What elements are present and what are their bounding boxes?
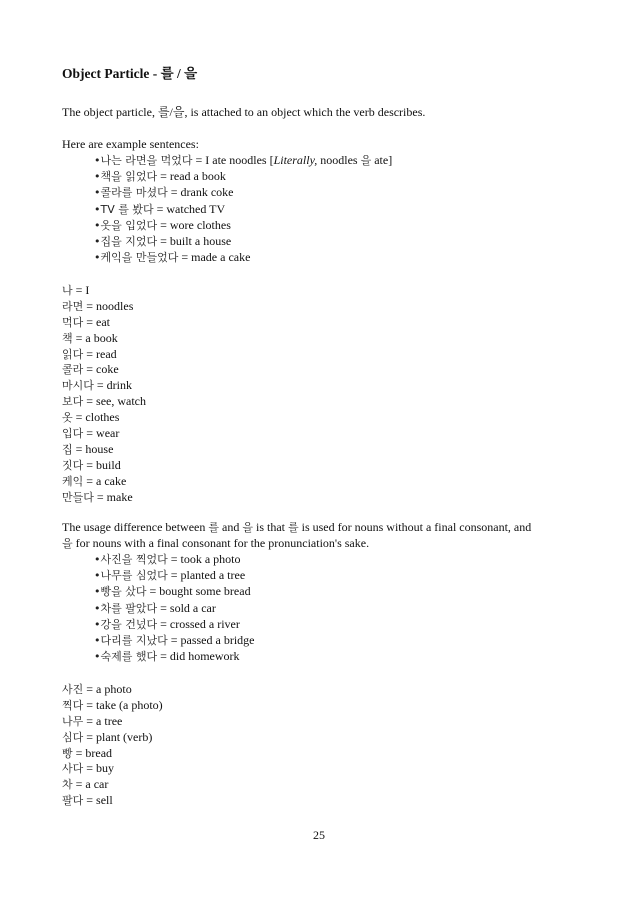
- vocab-entry: 사다 = buy: [62, 761, 115, 776]
- example-sentence-list-2: [94, 551, 255, 664]
- example-sentence: •옷을 입었다 = wore clothes: [94, 217, 231, 232]
- example-sentence: •다리를 지났다 = passed a bridge: [94, 632, 255, 647]
- example-sentence: •나는 라면을 먹었다 = I ate noodles [Literally, noodles 을 ate]: [94, 153, 393, 167]
- vocabulary-list-1: [62, 283, 146, 505]
- vocab-entry: 라면 = noodles: [62, 298, 134, 313]
- usage-paragraph-line-1: The usage difference between 를 and 을 is that 를 is used for nouns without a final consonant, and: [62, 520, 532, 534]
- vocab-entry: 사진 = a photo: [62, 682, 132, 696]
- example-sentence: •강을 건넜다 = crossed a river: [94, 616, 240, 631]
- vocab-entry: 책 = a book: [62, 330, 118, 345]
- vocab-entry: 케익 = a cake: [62, 473, 127, 488]
- vocab-entry: 짓다 = build: [62, 457, 121, 472]
- page-title: Object Particle - 를 / 을: [62, 66, 198, 81]
- vocab-entry: 만들다 = make: [62, 489, 133, 504]
- example-sentence: •콜라를 마셨다 = drank coke: [94, 185, 234, 200]
- example-sentence-list-1: [94, 152, 392, 265]
- vocab-entry: 심다 = plant (verb): [62, 729, 153, 744]
- vocab-entry: 집 = house: [62, 441, 114, 456]
- example-sentence: •TV 를 봤다 = watched TV: [94, 201, 226, 216]
- example-sentence: •케익을 만들었다 = made a cake: [94, 250, 251, 265]
- vocabulary-list-2: [62, 682, 163, 809]
- vocab-entry: 입다 = wear: [62, 426, 120, 441]
- vocab-entry: 보다 = see, watch: [62, 394, 147, 409]
- example-sentence: •차를 팔았다 = sold a car: [94, 600, 216, 615]
- vocab-entry: 빵 = bread: [62, 745, 113, 760]
- examples-heading: Here are example sentences:: [62, 137, 199, 151]
- example-sentence: •숙제를 했다 = did homework: [94, 649, 240, 664]
- example-sentence: •빵을 샀다 = bought some bread: [94, 584, 251, 599]
- vocab-entry: 먹다 = eat: [62, 314, 111, 329]
- vocab-entry: 콜라 = coke: [62, 362, 119, 377]
- vocab-entry: 나 = I: [62, 283, 90, 297]
- vocab-entry: 찍다 = take (a photo): [62, 697, 163, 712]
- vocab-entry: 읽다 = read: [62, 346, 117, 361]
- vocab-entry: 차 = a car: [62, 777, 109, 792]
- usage-paragraph-line-2: 을 for nouns with a final consonant for the pronunciation's sake.: [62, 536, 370, 550]
- example-sentence: •나무를 심었다 = planted a tree: [94, 568, 246, 583]
- example-sentence: •사진을 찍었다 = took a photo: [94, 552, 241, 566]
- page-number: 25: [313, 828, 325, 842]
- vocab-entry: 마시다 = drink: [62, 378, 132, 393]
- example-sentence: •집을 지었다 = built a house: [94, 233, 232, 248]
- vocab-entry: 나무 = a tree: [62, 713, 123, 728]
- example-sentence: •책을 읽었다 = read a book: [94, 169, 226, 184]
- vocab-entry: 팔다 = sell: [62, 793, 113, 808]
- intro-paragraph: The object particle, 를/을, is attached to an object which the verb describes.: [62, 105, 426, 119]
- vocab-entry: 옷 = clothes: [62, 410, 120, 425]
